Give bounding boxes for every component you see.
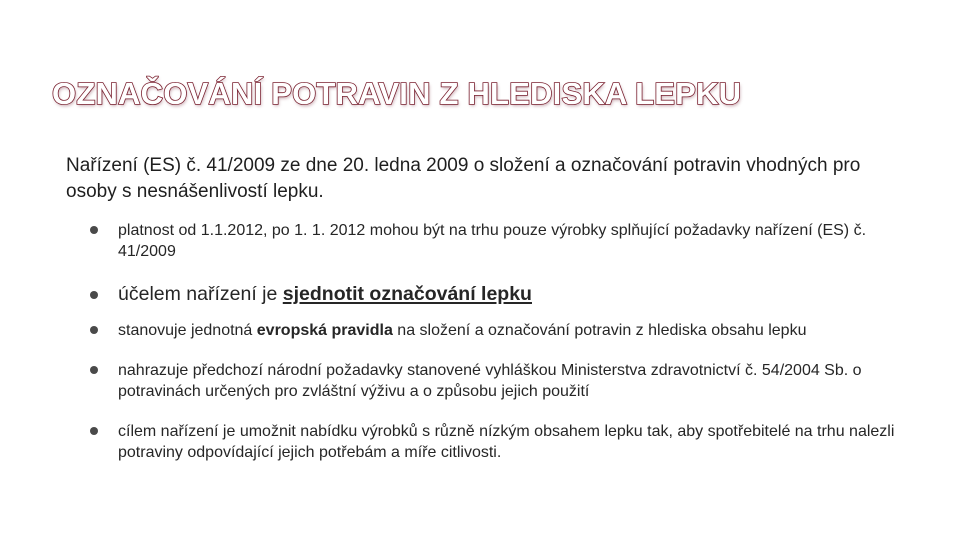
bullet-item-replaces [90, 360, 920, 402]
bullet-text: stanovuje jednotná [118, 322, 257, 339]
bullet-text: účelem nařízení je [118, 283, 283, 305]
bullet-text: nahrazuje předchozí národní požadavky stanovené vyhláškou Ministerstva zdravotnictví č. 54/2004 Sb. o potravinách určených pro zvláštní výživu a o způsobu jejich použití [118, 362, 862, 400]
bullet-item-purpose [90, 282, 920, 306]
bullet-item-validity [90, 220, 920, 262]
bullet-emphasis-underlined: sjednotit označování lepku [282, 283, 532, 305]
bullet-dot-icon [90, 226, 98, 234]
bullet-list [90, 220, 920, 463]
bullet-dot-icon [90, 366, 98, 374]
bullet-item-rules [90, 320, 920, 341]
bullet-item-goal [90, 421, 920, 463]
bullet-text: platnost od 1.1.2012, po 1. 1. 2012 mohou být na trhu pouze výrobky splňující požadavky nařízení (ES) č. 41/2009 [118, 222, 867, 260]
bullet-text: cílem nařízení je umožnit nabídku výrobků s různě nízkým obsahem lepku tak, aby spotřebitelé na trhu nalezli potraviny odpovídající jejich potřebám a míře citlivosti. [118, 423, 895, 461]
bullet-dot-icon [90, 326, 98, 334]
bullet-emphasis-bold: evropská pravidla [256, 322, 393, 339]
bullet-dot-icon [90, 427, 98, 435]
bullet-dot-icon [90, 291, 98, 299]
slide-title: OZNAČOVÁNÍ POTRAVIN Z HLEDISKA LEPKU [52, 76, 742, 111]
bullet-text-after: na složení a označování potravin z hlediska obsahu lepku [392, 322, 807, 339]
intro-paragraph: Nařízení (ES) č. 41/2009 ze dne 20. ledna 2009 o složení a označování potravin vhodných pro osoby s nesnášenlivostí lepku. [66, 155, 861, 202]
